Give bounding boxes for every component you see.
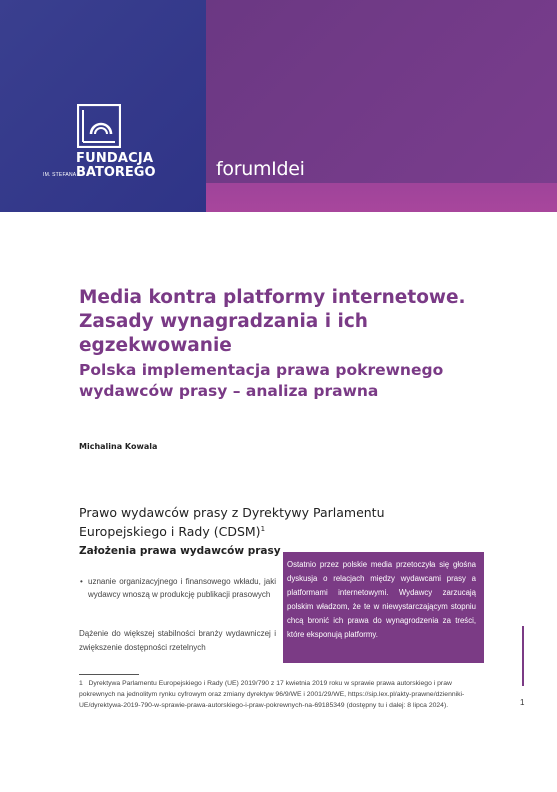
header-right-panel — [206, 0, 557, 212]
document-subtitle: Polska implementacja prawa pokrewnego wydawców prasy – analiza prawna — [79, 361, 444, 400]
page-number: 1 — [520, 698, 525, 707]
footnote-text: Dyrektywa Parlamentu Europejskiego i Rady (UE) 2019/790 z 17 kwietnia 2019 roku w sprawie prawa autorskiego i praw pokrewnych na jednolitym rynku cyfrowym oraz zmiany dyrektyw 96/9/WE i 2001/29/WE, https://sip.lex.pl/akty-prawne/dzienniki-UE/dyrektywa-2019-790-w-sprawie-prawa-autorskiego-i-praw-pokrewnych-na-69185349 (dostępny tu i dalej: 8 lipca 2024). — [79, 680, 465, 709]
footnote-reference[interactable]: 1 — [260, 525, 266, 533]
footnote-number: 1 — [79, 680, 83, 687]
header-left-panel — [0, 0, 206, 212]
logo-small-caption: IM. STEFANA — [43, 172, 77, 178]
body-paragraph: Dążenie do większej stabilności branży wydawniczej i zwiększenie dostępności rzetelnych — [79, 629, 276, 652]
footnote-divider — [79, 674, 139, 675]
section-heading-text: Prawo wydawców prasy z Dyrektywy Parlamentu Europejskiego i Rady (CDSM) — [79, 505, 385, 540]
subsection-heading: Założenia prawa wydawców prasy — [79, 545, 281, 557]
brand-wordmark: forumIdei — [216, 158, 305, 180]
bullet-icon: • — [80, 577, 83, 586]
logo-text-line1: FUNDACJA — [76, 151, 154, 166]
section-heading — [79, 504, 439, 540]
author-name: Michalina Kowala — [79, 442, 158, 451]
logo-text-line2: BATOREGO — [76, 165, 156, 180]
list-item-text: uznanie organizacyjnego i finansowego wkładu, jaki wydawcy wnoszą w produkcję publikacji prasowych — [88, 577, 276, 599]
header-right-top-band — [206, 0, 557, 183]
margin-accent-bar — [522, 626, 524, 686]
footnote — [79, 678, 484, 711]
document-title: Media kontra platformy internetowe. Zasady wynagradzania i ich egzekwowanie — [79, 287, 466, 356]
list-item — [80, 575, 276, 601]
callout-text: Ostatnio przez polskie media przetoczyła się głośna dyskusja o relacjach między wydawcami prasy a platformami internetowymi. Wydawcy zarzucają polskim władzom, że te w niewystarczającym stopniu chcą bronić ich prawa do wynagrodzenia za treści, które eksponują platformy. — [287, 560, 476, 639]
foundation-logo-icon — [77, 104, 121, 148]
